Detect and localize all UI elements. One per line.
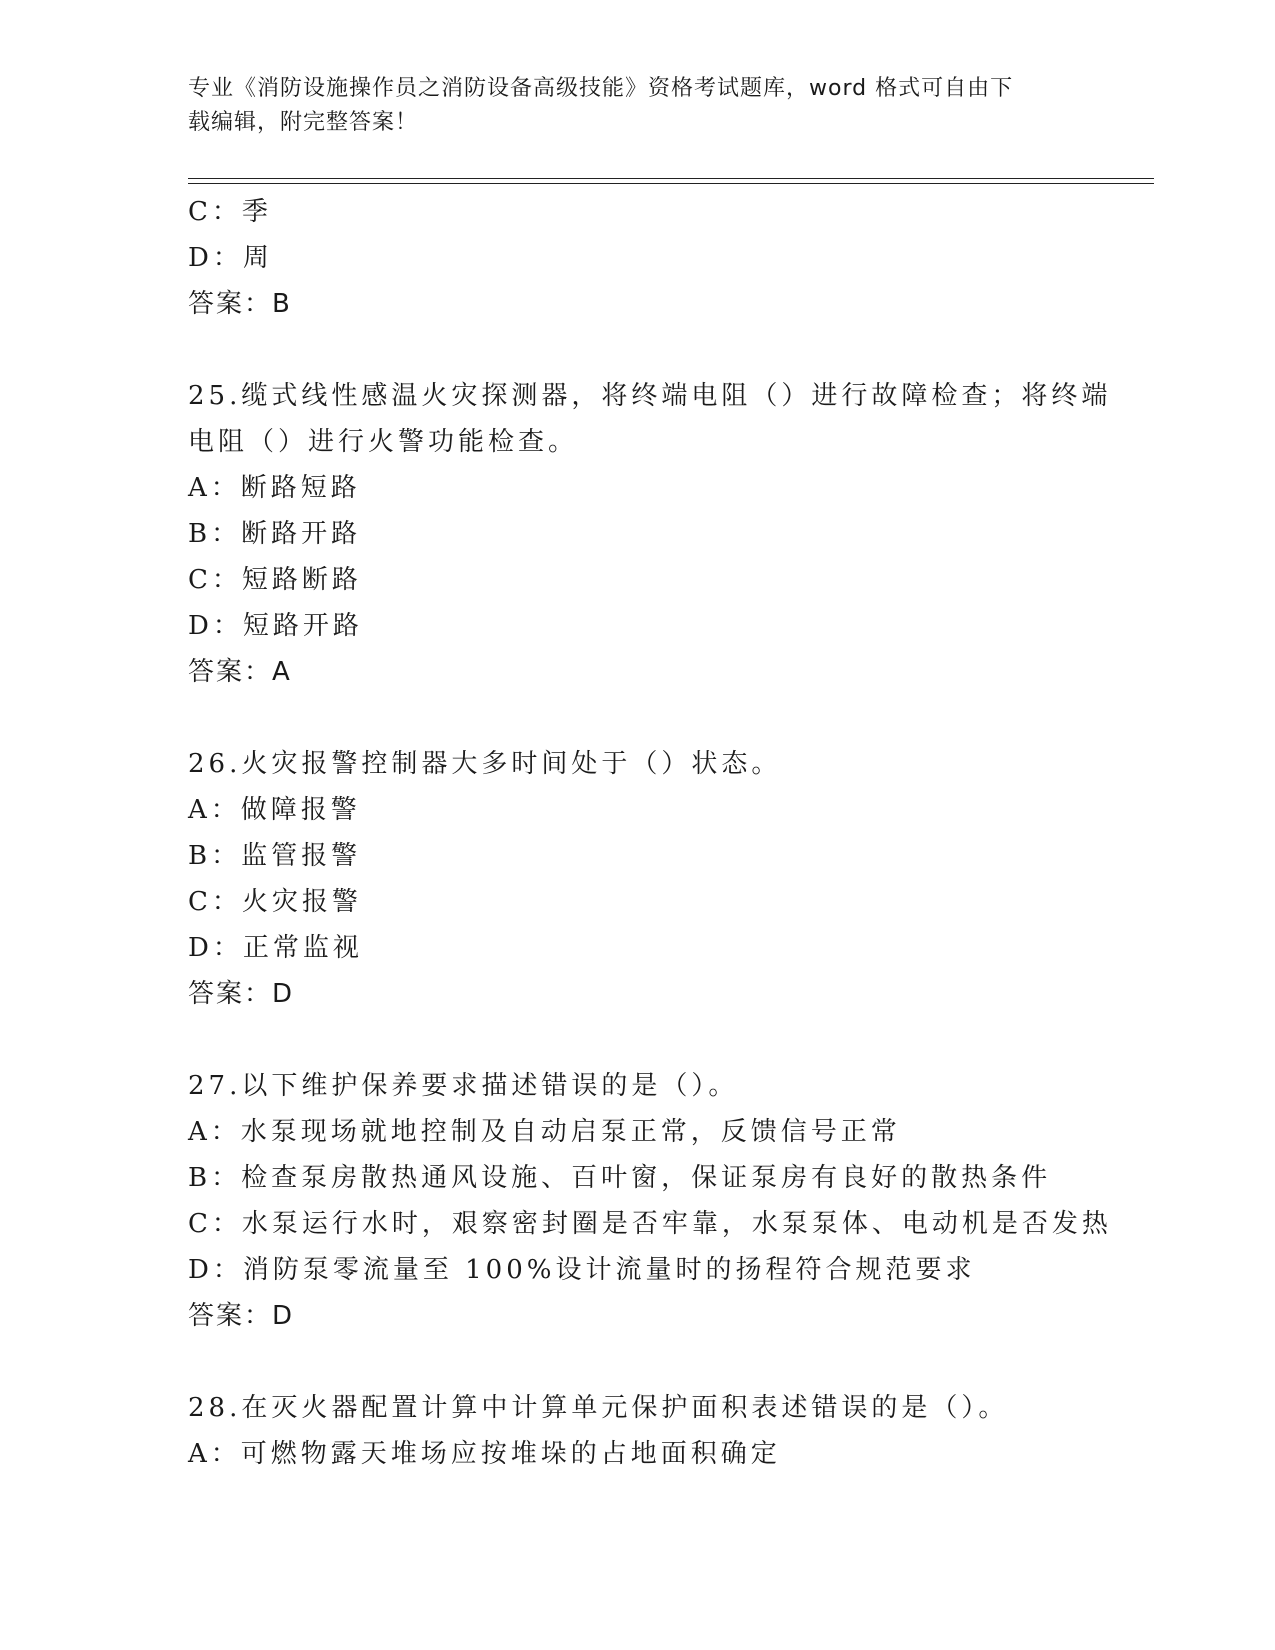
answer: 答案：B [188, 289, 292, 319]
question-text-cont: 电阻（）进行火警功能检查。 [188, 427, 579, 457]
option-a: A：水泵现场就地控制及自动启泵正常，反馈信号正常 [188, 1117, 901, 1147]
option-d: D：短路开路 [188, 611, 363, 641]
prev-question-tail [188, 189, 1088, 327]
option-c: C：水泵运行水时，艰察密封圈是否牢靠，水泵泵体、电动机是否发热 [188, 1209, 1112, 1239]
option-a: A：做障报警 [188, 795, 361, 825]
question-28 [188, 1385, 1088, 1477]
question-text: 27.以下维护保养要求描述错误的是（）。 [188, 1071, 739, 1101]
option-c: C：短路断路 [188, 565, 362, 595]
option-b: B：监管报警 [188, 841, 362, 871]
answer: 答案：A [188, 657, 292, 687]
question-27 [188, 1063, 1112, 1339]
answer: 答案：D [188, 979, 295, 1009]
option-c: C：季 [188, 197, 272, 227]
option-b: B：检查泵房散热通风设施、百叶窗，保证泵房有良好的散热条件 [188, 1163, 1052, 1193]
option-c: C：火灾报警 [188, 887, 362, 917]
header-divider-bottom [188, 183, 1154, 184]
question-text: 25.缆式线性感温火灾探测器，将终端电阻（）进行故障检查；将终端 [188, 381, 1112, 411]
question-text: 28.在灭火器配置计算中计算单元保护面积表述错误的是（）。 [188, 1393, 1009, 1423]
question-25 [188, 373, 1112, 695]
header-line-2: 载编辑，附完整答案！ [188, 110, 419, 135]
option-a: A：断路短路 [188, 473, 361, 503]
option-b: B：断路开路 [188, 519, 362, 549]
document-header [188, 72, 1068, 140]
header-divider-top [188, 178, 1154, 179]
question-26 [188, 741, 1088, 1017]
question-list [188, 189, 1112, 1477]
answer: 答案：D [188, 1301, 295, 1331]
header-line-1: 专业《消防设施操作员之消防设备高级技能》资格考试题库，word 格式可自由下 [188, 76, 1014, 101]
option-d: D：正常监视 [188, 933, 363, 963]
question-text: 26.火灾报警控制器大多时间处于（）状态。 [188, 749, 782, 779]
option-a: A：可燃物露天堆场应按堆垛的占地面积确定 [188, 1439, 781, 1469]
option-d: D：周 [188, 243, 273, 273]
option-d: D：消防泵零流量至 100%设计流量时的扬程符合规范要求 [188, 1255, 976, 1285]
